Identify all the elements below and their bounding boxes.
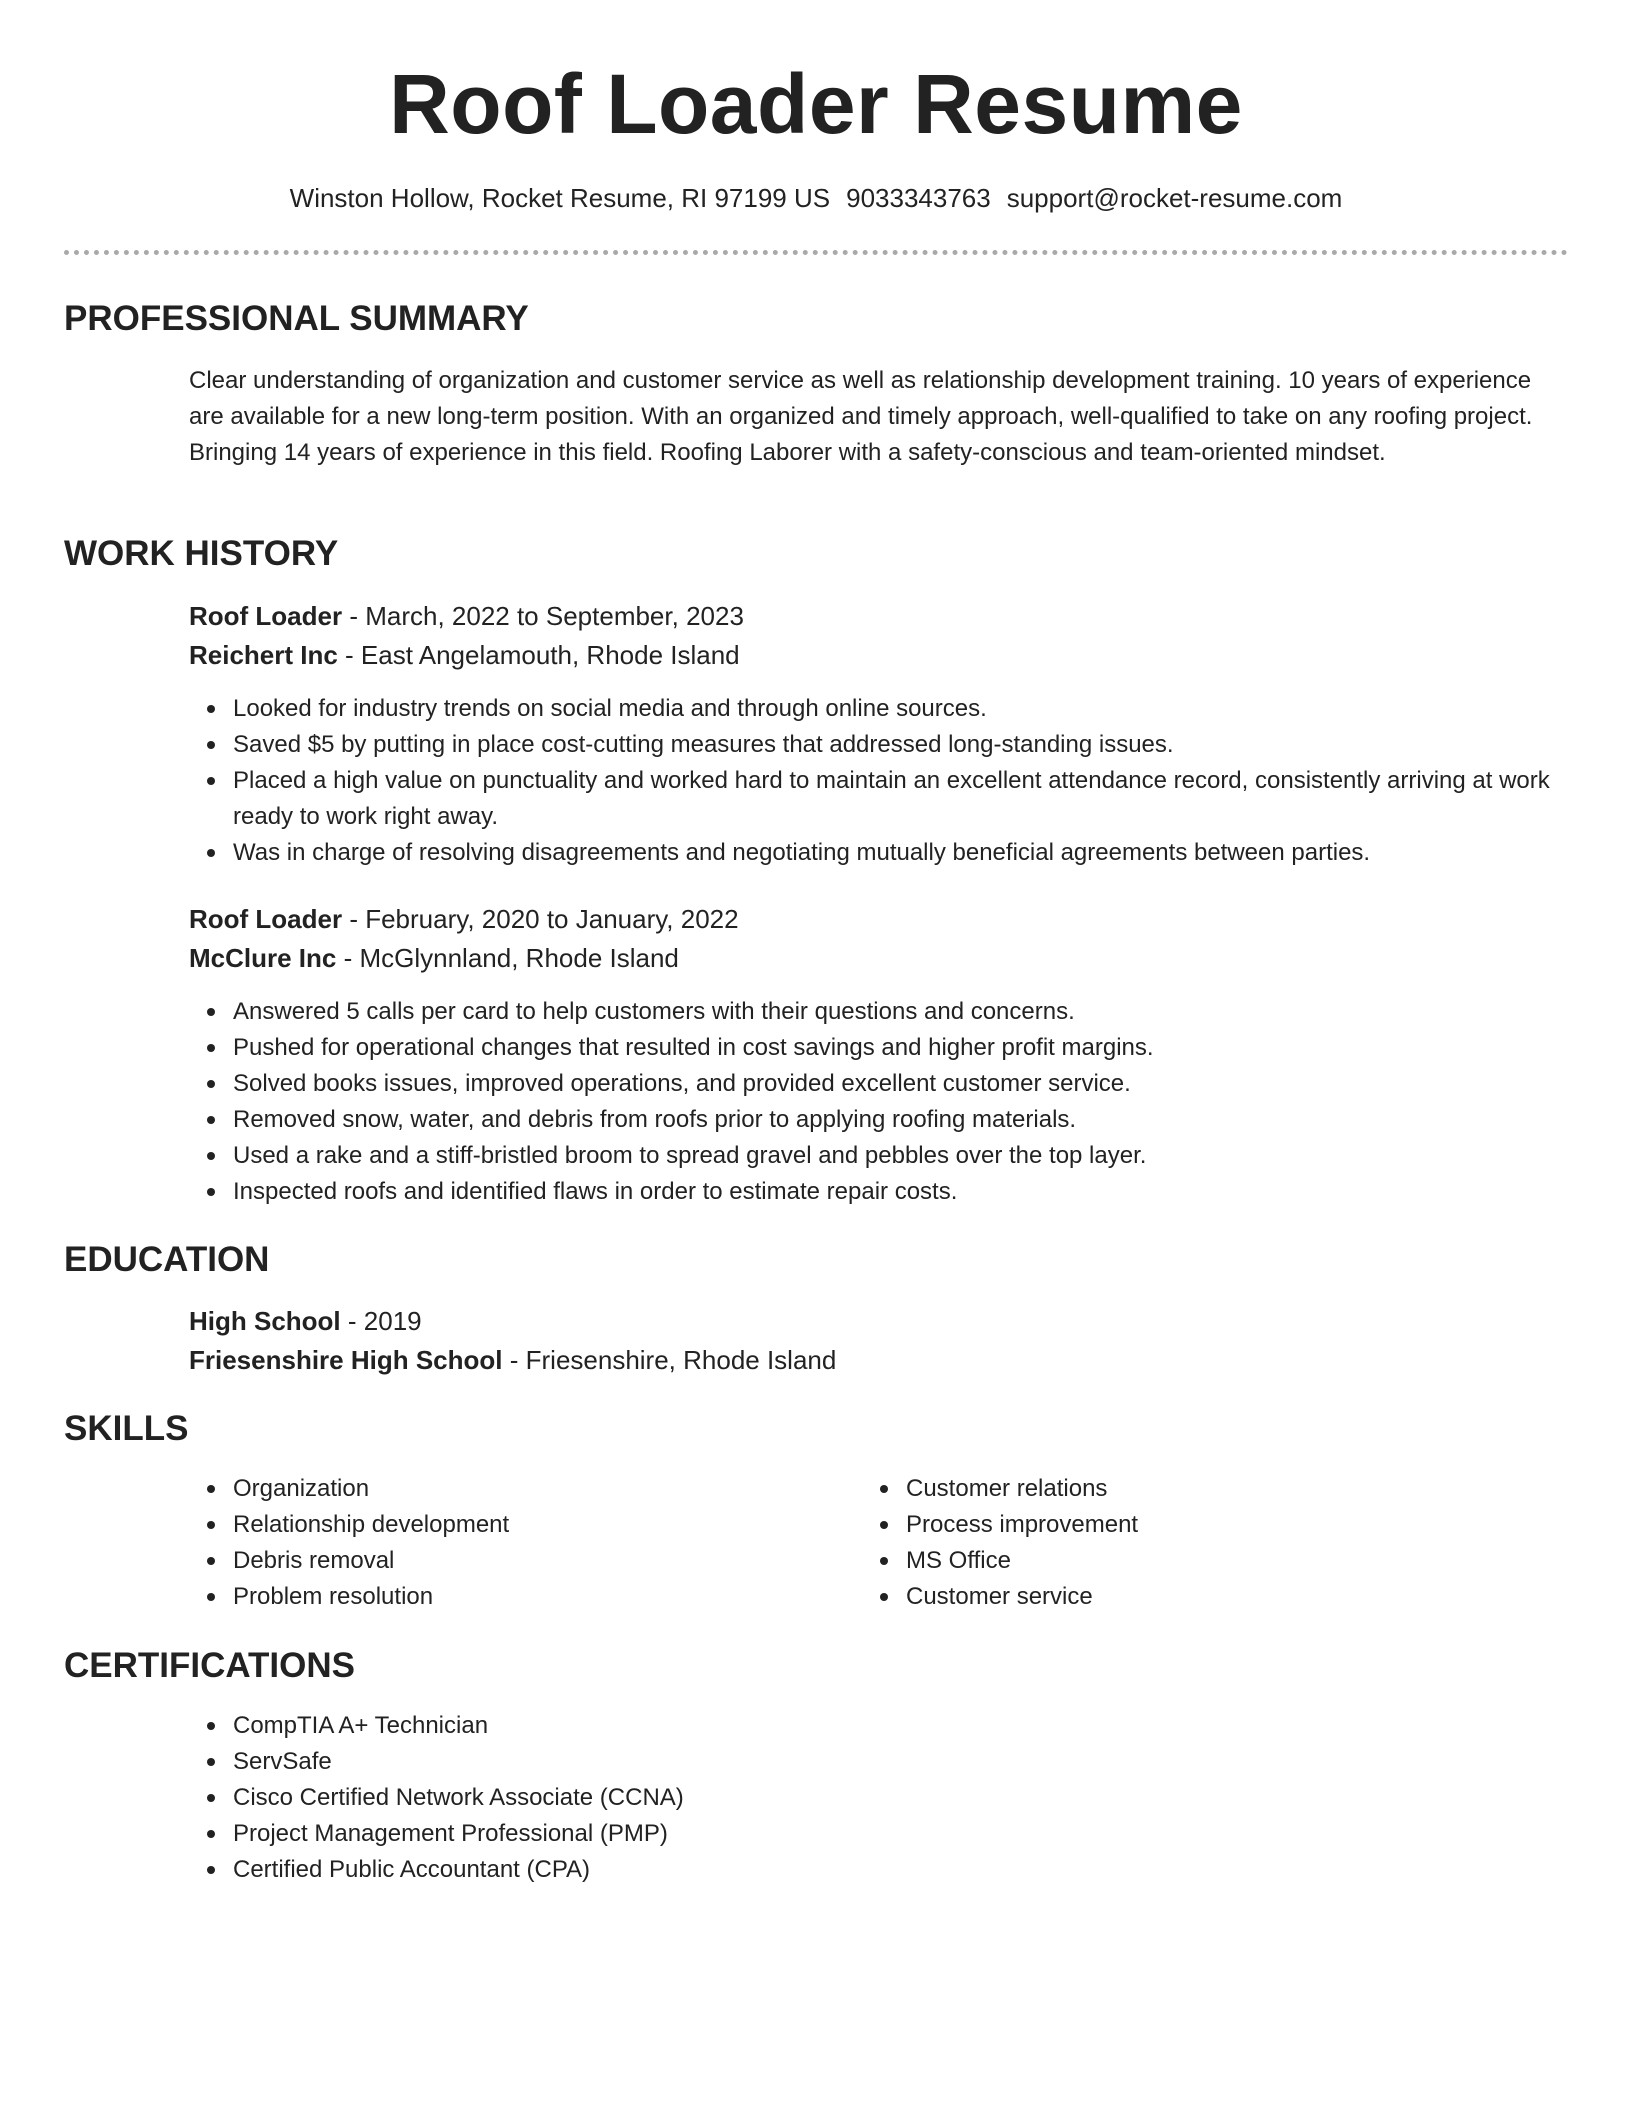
list-item: Certified Public Accountant (CPA) bbox=[233, 1852, 1593, 1888]
list-item: Solved books issues, improved operations, and provided excellent customer service. bbox=[233, 1066, 1593, 1102]
list-item: Customer service bbox=[906, 1579, 1632, 1615]
list-item: Answered 5 calls per card to help customers with their questions and concerns. bbox=[233, 994, 1593, 1030]
job-location: - East Angelamouth, Rhode Island bbox=[337, 640, 740, 670]
list-item: Project Management Professional (PMP) bbox=[233, 1816, 1593, 1852]
list-item: Used a rake and a stiff-bristled broom to spread gravel and pebbles over the top layer. bbox=[233, 1138, 1593, 1174]
list-item: MS Office bbox=[906, 1543, 1632, 1579]
section-heading-summary: PROFESSIONAL SUMMARY bbox=[64, 299, 529, 338]
skills-list-right bbox=[862, 1471, 1632, 1615]
header-divider bbox=[64, 250, 1568, 255]
list-item: Saved $5 by putting in place cost-cutting measures that addressed long-standing issues. bbox=[233, 727, 1593, 763]
job-title: Roof Loader bbox=[189, 904, 343, 934]
job-company: McClure Inc bbox=[189, 943, 337, 973]
list-item: Was in charge of resolving disagreements and negotiating mutually beneficial agreements between parties. bbox=[233, 835, 1593, 871]
list-item: Relationship development bbox=[233, 1507, 1593, 1543]
job-company: Reichert Inc bbox=[189, 640, 338, 670]
job-entry bbox=[189, 900, 1559, 978]
list-item: ServSafe bbox=[233, 1744, 1593, 1780]
list-item: Removed snow, water, and debris from roofs prior to applying roofing materials. bbox=[233, 1102, 1593, 1138]
job-bullets bbox=[189, 994, 1593, 1210]
list-item: Looked for industry trends on social media and through online sources. bbox=[233, 691, 1593, 727]
education-year: - 2019 bbox=[340, 1306, 422, 1336]
contact-phone: 9033343763 bbox=[846, 183, 991, 213]
job-company-line bbox=[189, 939, 1559, 978]
section-heading-skills: SKILLS bbox=[64, 1409, 189, 1448]
education-degree-line bbox=[189, 1302, 1559, 1341]
list-item: Debris removal bbox=[233, 1543, 1593, 1579]
job-location: - McGlynnland, Rhode Island bbox=[336, 943, 679, 973]
job-title-line bbox=[189, 900, 1559, 939]
list-item: Cisco Certified Network Associate (CCNA) bbox=[233, 1780, 1593, 1816]
education-entry bbox=[189, 1302, 1559, 1380]
job-dates: - March, 2022 to September, 2023 bbox=[342, 601, 744, 631]
list-item: Inspected roofs and identified flaws in order to estimate repair costs. bbox=[233, 1174, 1593, 1210]
section-heading-certifications: CERTIFICATIONS bbox=[64, 1646, 356, 1685]
certifications-list bbox=[189, 1708, 1593, 1888]
list-item: Problem resolution bbox=[233, 1579, 1593, 1615]
education-school: Friesenshire High School bbox=[189, 1345, 503, 1375]
education-degree: High School bbox=[189, 1306, 341, 1336]
job-bullets bbox=[189, 691, 1593, 871]
section-heading-work: WORK HISTORY bbox=[64, 534, 339, 573]
summary-text: Clear understanding of organization and customer service as well as relationship development training. 10 years of experience are available for a new long-term position. With an organized and timely approach, well-qualified to take on any roofing project. Bringing 14 years of experience in this field. Roofing Laborer with a safety-conscious and team-oriented mindset. bbox=[189, 367, 1533, 466]
education-location: - Friesenshire, Rhode Island bbox=[502, 1345, 837, 1375]
education-school-line bbox=[189, 1341, 1559, 1380]
job-company-line bbox=[189, 636, 1559, 675]
list-item: Customer relations bbox=[906, 1471, 1632, 1507]
list-item: CompTIA A+ Technician bbox=[233, 1708, 1593, 1744]
job-title: Roof Loader bbox=[189, 601, 343, 631]
contact-email: support@rocket-resume.com bbox=[1006, 183, 1343, 213]
job-title-line bbox=[189, 597, 1559, 636]
contact-line bbox=[0, 178, 1632, 218]
job-entry bbox=[189, 597, 1559, 675]
section-heading-education: EDUCATION bbox=[64, 1240, 270, 1279]
resume-title: Roof Loader Resume bbox=[389, 57, 1243, 151]
contact-address: Winston Hollow, Rocket Resume, RI 97199 US bbox=[289, 183, 831, 213]
list-item: Placed a high value on punctuality and worked hard to maintain an excellent attendance record, consistently arriving at work ready to work right away. bbox=[233, 763, 1593, 835]
list-item: Organization bbox=[233, 1471, 1593, 1507]
job-dates: - February, 2020 to January, 2022 bbox=[342, 904, 739, 934]
list-item: Pushed for operational changes that resulted in cost savings and higher profit margins. bbox=[233, 1030, 1593, 1066]
list-item: Process improvement bbox=[906, 1507, 1632, 1543]
